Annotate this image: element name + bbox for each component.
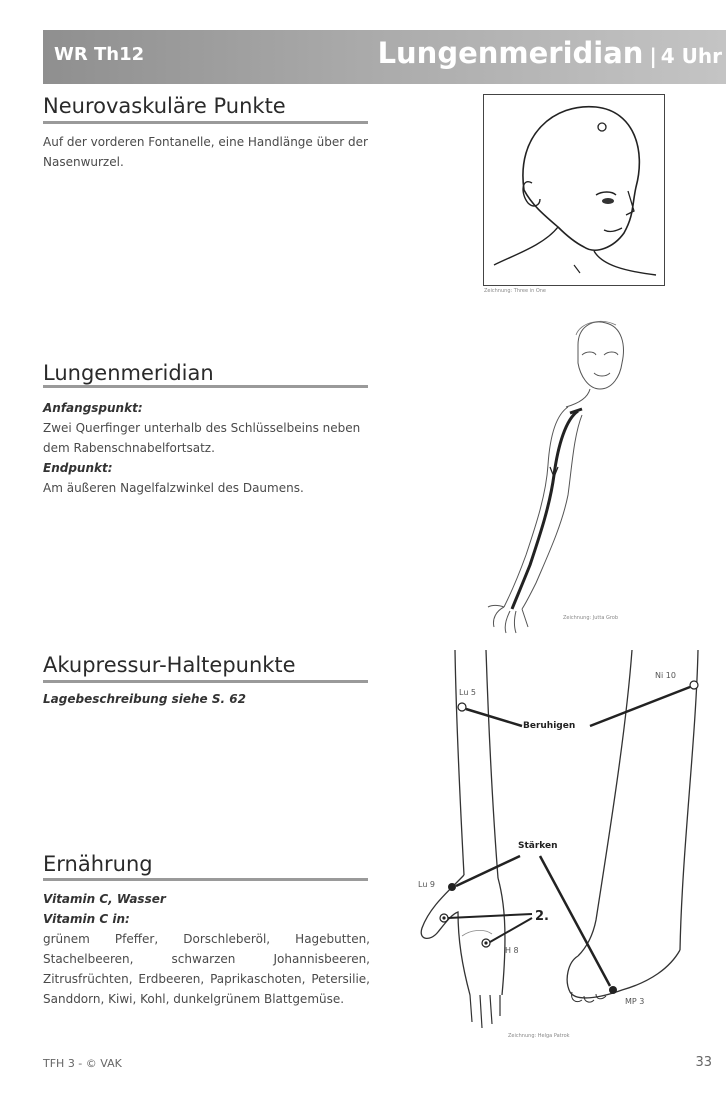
points-caption: Zeichnung: Helga Patrok: [508, 1033, 570, 1039]
ernaehrung-line1: Vitamin C, Wasser: [43, 892, 166, 906]
head-caption: Zeichnung: Three in One: [484, 288, 547, 294]
label-two: 2.: [535, 909, 549, 924]
label-ni10: Ni 10: [655, 671, 676, 680]
meridian-start-text: Zwei Querfinger unterhalb des Schlüsselbeins neben dem Rabenschnabelfortsatz.: [43, 421, 361, 455]
label-mp3: MP 3: [625, 997, 645, 1006]
ernaehrung-title: Ernährung: [43, 852, 153, 876]
header-code: WR Th12: [54, 44, 145, 65]
meridian-end-text: Am äußeren Nagelfalzwinkel des Daumens.: [43, 481, 304, 495]
header-title: Lungenmeridian: [377, 36, 644, 70]
neuro-text: Auf der vorderen Fontanelle, eine Handlänge über der Nasenwurzel.: [43, 135, 368, 169]
akupressur-title: Akupressur-Haltepunkte: [43, 653, 296, 677]
label-lu5: Lu 5: [459, 688, 477, 697]
page-number: 33: [695, 1055, 712, 1070]
ernaehrung-text: [43, 889, 370, 1009]
meridian-end-label: Endpunkt:: [43, 461, 113, 475]
meridian-title: Lungenmeridian: [43, 361, 214, 385]
label-h8: H 8: [505, 946, 519, 955]
label-beruhigen: Beruhigen: [523, 721, 576, 731]
points-drawing: [400, 650, 710, 1030]
arm-drawing: [470, 315, 650, 635]
footer-copyright: TFH 3 - © VAK: [43, 1057, 122, 1070]
akupressur-note: Lagebeschreibung siehe S. 62: [43, 692, 246, 706]
neuro-title: Neurovaskuläre Punkte: [43, 94, 286, 118]
header-title-group: [378, 36, 722, 70]
ernaehrung-line2: Vitamin C in:: [43, 912, 130, 926]
label-lu9: Lu 9: [418, 880, 436, 889]
akupressur-rule: [43, 680, 368, 683]
neuro-rule: [43, 121, 368, 124]
meridian-rule: [43, 385, 368, 388]
ernaehrung-foods: grünem Pfeffer, Dorschleberöl, Hagebutten, Stachelbeeren, schwarzen Johannisbeeren, Zitrusfrüchten, Erdbeeren, Paprikaschoten, Petersilie, Sanddorn, Kiwi, Kohl, dunkelgrünem Blattgemüse.: [43, 932, 370, 1006]
label-staerken: Stärken: [518, 841, 558, 851]
ernaehrung-rule: [43, 878, 368, 881]
head-drawing: [484, 95, 664, 285]
header-separator: |: [649, 44, 657, 68]
header-subtitle: 4 Uhr: [660, 44, 722, 68]
meridian-text: [43, 398, 370, 498]
meridian-start-label: Anfangspunkt:: [43, 401, 143, 415]
arm-caption: Zeichnung: Jutta Grob: [563, 615, 619, 621]
head-illustration: [483, 94, 665, 286]
